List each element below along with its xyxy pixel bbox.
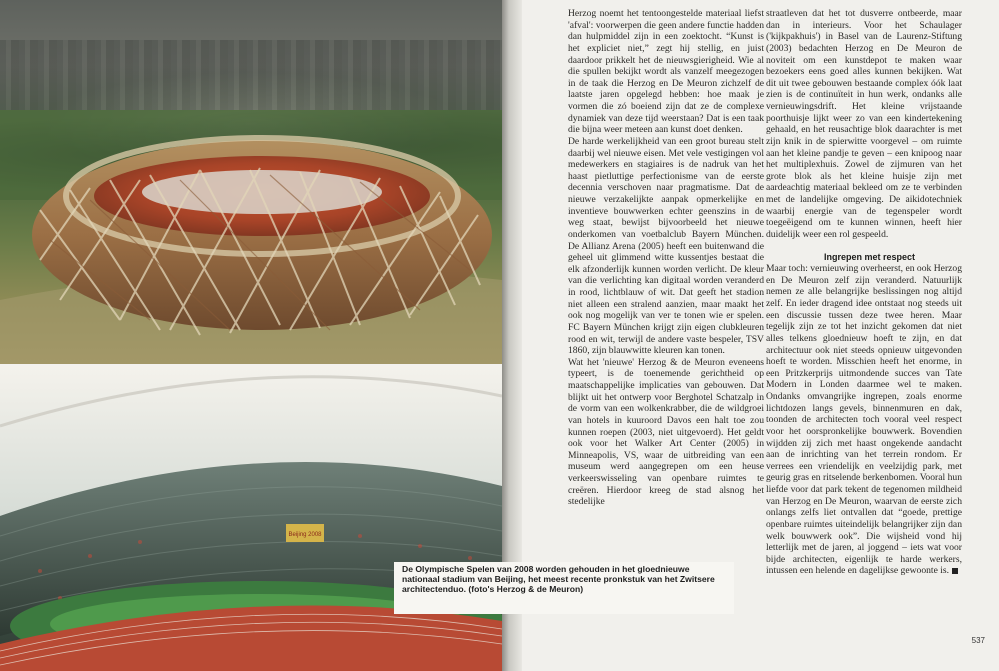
text-column-1 (568, 8, 764, 508)
stadium-interior-illustration (0, 366, 502, 671)
stadium-interior-photo (0, 366, 502, 671)
paragraph (766, 263, 962, 577)
paragraph: Wat het 'nieuwe' Herzog & de Meuron eveneens typeert, is de toenemende gerichtheid op maatschappelijke implicaties van gebouwen. Dat blijkt uit het ontwerp voor Berghotel Schatzalp in de vorm van een wolkenkrabber, die de wildgroei van hotels in kuuroord Davos een halt toe zou kunnen roepen (2003, niet uitgevoerd). Het geldt ook voor het Walker Art Center (2005) in Minneapolis, VS, waar de uitbreiding van een museum werd aangegrepen om een heuse verkeerswisseling van openbare ruimtes te creëren. Hierdoor kreeg de stad alsnog het stedelijke (568, 356, 764, 508)
end-of-article-mark (952, 568, 958, 574)
text-column-2 (766, 8, 962, 577)
paragraph: De harde werkelijkheid van een groot bureau stelt daarbij wel nieuwe eisen. Met vele vestigingen vol medewerkers en stagiaires is de nadruk van het haast pietluttige perfectionisme van de eerste decennia verschoven naar pragmatisme. Dat de nieuwe verzakelijkte aanpak opmerkelijke en inventieve bouwwerken echter geenszins in de weg staat, bewijst bijvoorbeeld het nieuwe onderkomen van voetbalclub Bayern München. De Allianz Arena (2005) heeft een buitenwand die geheel uit glimmend witte kussentjes bestaat die elk afzonderlijk kunnen worden verlicht. De kleur van die verlichting kan digitaal worden veranderd in rood, lichtblauw of wit. Dat geeft het stadion niet alleen een stralend aanzien, maar maakt het ook nog mogelijk van ver te tonen wie er spelen. FC Bayern München krijgt zijn eigen clubkleuren rood en wit, terwijl de andere vaste bespeler, TSV 1860, zijn blauwwitte kleuren kan tonen. (568, 135, 764, 357)
section-subheading: Ingrepen met respect (824, 251, 916, 262)
paragraph-text: Maar toch: vernieuwing overheerst, en ook Herzog en De Meuron zelf zijn veranderd. Natuurlijk nemen ze alle belangrijke beslissingen nog altijd zelf. En ieder dragend idee ontstaat nog steeds uit een discussie tussen deze twee heren. Maar tegelijk zijn ze tot het inzicht gekomen dat niet alles telkens gloednieuw hoeft te zijn, en dat architectuur ook niet steeds opnieuw uitgevonden hoeft te worden. Misschien heeft het enorme, in een Pritzkerprijs uitmondende succes van Tate Modern in Londen daarmee wel te maken. Ondanks omvangrijke ingrepen, zoals enorme lichtdozen langs gevels, binnenmuren en dak, toonden de architecten toch vooral veel respect voor het oorspronkelijke bouwwerk. Bovendien wijdden zij zich met haast ongekende aandacht aan de inrichting van het terrein rondom. Er verrees een vriendelijk en veelzijdig park, met geurig gras en ritselende berkenbomen. Vooral hun liefde voor dat park tekent de tegenomen mildheid van Herzog en De Meuron, waarvan de eerste zich onlangs zelfs liet ontvallen dat “goede, prettige openbare ruimtes uiteindelijk belangrijker zijn dan welk bouwwerk ook”. Die wijsheid vond hij letterlijk met de jaren, al joggend – iets wat voor bijde architecten, eigenlijk te harde werkers, intussen een helende en dagelijkse gewoonte is. (766, 263, 962, 577)
paragraph: Herzog noemt het tentoongestelde materiaal liefst 'afval': voorwerpen die geen andere functie hadden dan hulpmiddel zijn in een zoektocht. “Kunst is het expliciet niet,” zegt hij stellig, en juist daardoor prikkelt het de nieuwsgierigheid. Wie al die spullen bekijkt wordt als vanzelf meegezogen in de taak die Herzog en De Meuron zichzelf de laatste jaren opgelegd hebben: hoe maak je vormen die zó boeiend zijn dat ze de complexe dynamiek van deze tijd weerstaan? Dat is een taak die bijna weer meteen aan kunst doet denken. (568, 8, 764, 136)
stadium-exterior-photo (0, 0, 502, 364)
stadium-banner: Beijing 2008 (288, 532, 322, 538)
paragraph: straatleven dat het tot dusverre ontbeerde, maar dan in interieurs. Voor het Schaulager ('kijkpakhuis') in Basel van de Laurenz-Stiftung (2003) bedachten Herzog en De Meuron de noviteit om een kunstdepot te maken waar bezoekers eens goed alles kunnen bekijken. Wat dit uit twee gebouwen bestaande complex óók laat zien is de continuïteit in hun werk, ondanks alle vernieuwingsdrift. Het kleine vrijstaande poorthuisje lijkt weer zo van een kindertekening gehaald, en het reusachtige blok daarachter is met zijn knik in de spierwitte voorgevel – om ruimte aan het kleine pandje te geven – een knipoog naar het multiplexhuis. Zowel de zijmuren van het grote blok als het kleine huisje zijn met aardeachtig materiaal bekleed om ze te verbinden met de landelijke omgeving. De aikidotechniek waarbij energie van de tegenspeler wordt toegeëigend om te kunnen winnen, heeft hier duidelijk weer een rol gespeeld. (766, 8, 962, 240)
photo-caption: De Olympische Spelen van 2008 worden gehouden in het gloednieuwe nationaal stadium van Beijing, het meest recente pronkstuk van het Zwitsere architectenduo. (foto's Herzog & de Meuron) (394, 562, 734, 614)
birds-nest-stadium-illustration (0, 0, 502, 364)
page-number: 537 (971, 636, 985, 645)
